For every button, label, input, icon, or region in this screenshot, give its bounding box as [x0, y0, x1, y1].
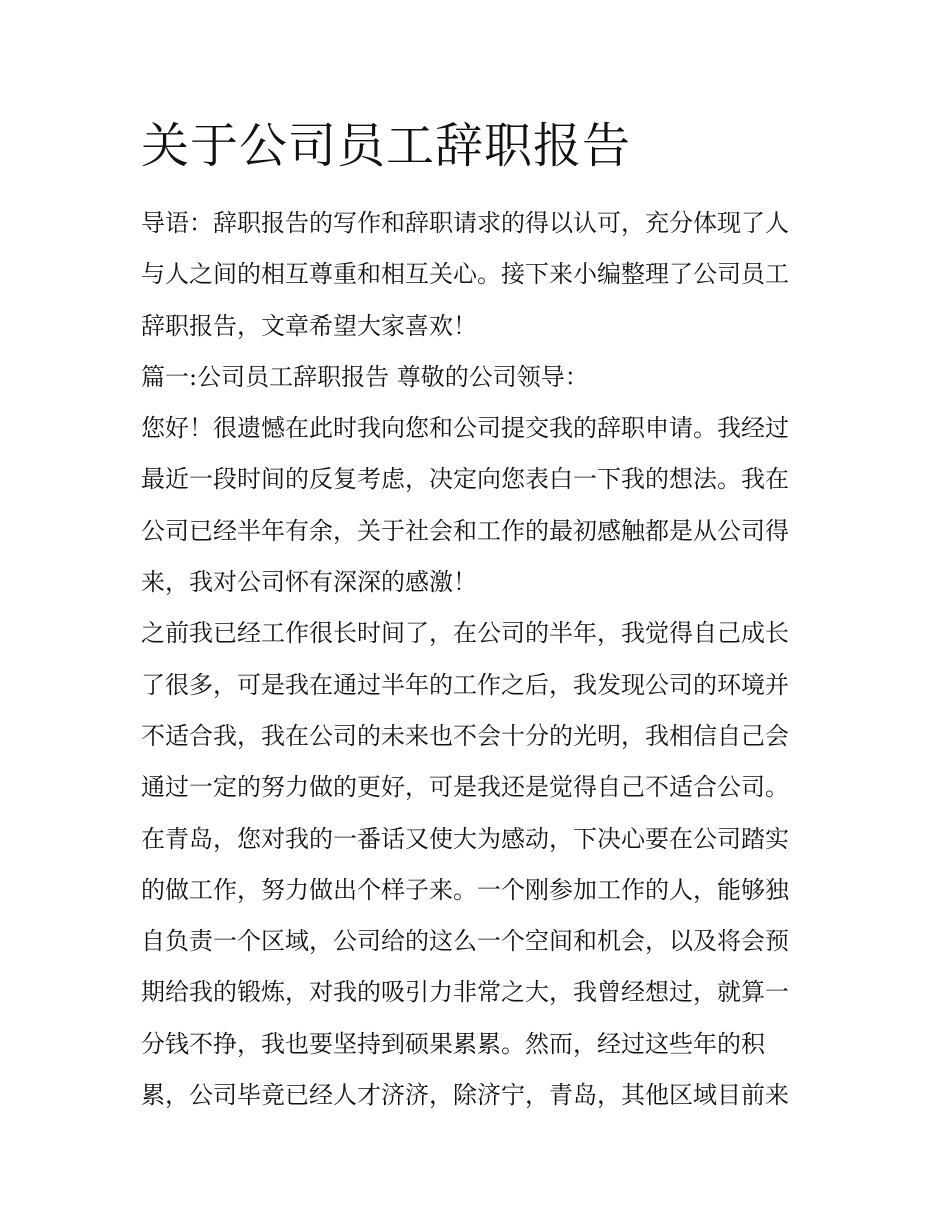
body-line: 的做工作，努力做出个样子来。一个刚参加工作的人，能够独	[141, 875, 789, 904]
body-line: 自负责一个区域，公司给的这么一个空间和机会，以及将会预	[141, 927, 789, 956]
document-body	[141, 198, 813, 1121]
body-line: 公司已经半年有余，关于社会和工作的最初感触都是从公司得	[141, 516, 789, 545]
body-line: 篇一:公司员工辞职报告 尊敬的公司领导：	[141, 362, 589, 391]
body-line: 最近一段时间的反复考虑，决定向您表白一下我的想法。我在	[141, 465, 789, 494]
body-line: 与人之间的相互尊重和相互关心。接下来小编整理了公司员工	[141, 260, 789, 289]
body-line: 在青岛，您对我的一番话又使大为感动，下决心要在公司踏实	[141, 824, 789, 853]
body-line: 您好！很遗憾在此时我向您和公司提交我的辞职申请。我经过	[141, 414, 789, 443]
body-line: 之前我已经工作很长时间了，在公司的半年，我觉得自己成长	[141, 619, 789, 648]
body-line: 累，公司毕竟已经人才济济，除济宁，青岛，其他区域目前来	[141, 1081, 789, 1110]
body-line: 了很多，可是我在通过半年的工作之后，我发现公司的环境并	[141, 670, 789, 699]
body-line: 来，我对公司怀有深深的感激！	[141, 568, 477, 597]
body-line: 分钱不挣，我也要坚持到硕果累累。然而，经过这些年的积	[141, 1029, 765, 1058]
body-line: 不适合我，我在公司的未来也不会十分的光明，我相信自己会	[141, 721, 789, 750]
body-line: 导语：辞职报告的写作和辞职请求的得以认可，充分体现了人	[141, 209, 789, 237]
body-line: 辞职报告，文章希望大家喜欢！	[141, 311, 477, 340]
document-title: 关于公司员工辞职报告	[141, 118, 632, 174]
body-line: 通过一定的努力做的更好，可是我还是觉得自己不适合公司。	[141, 773, 789, 802]
body-line: 期给我的锻炼，对我的吸引力非常之大，我曾经想过，就算一	[141, 978, 789, 1007]
